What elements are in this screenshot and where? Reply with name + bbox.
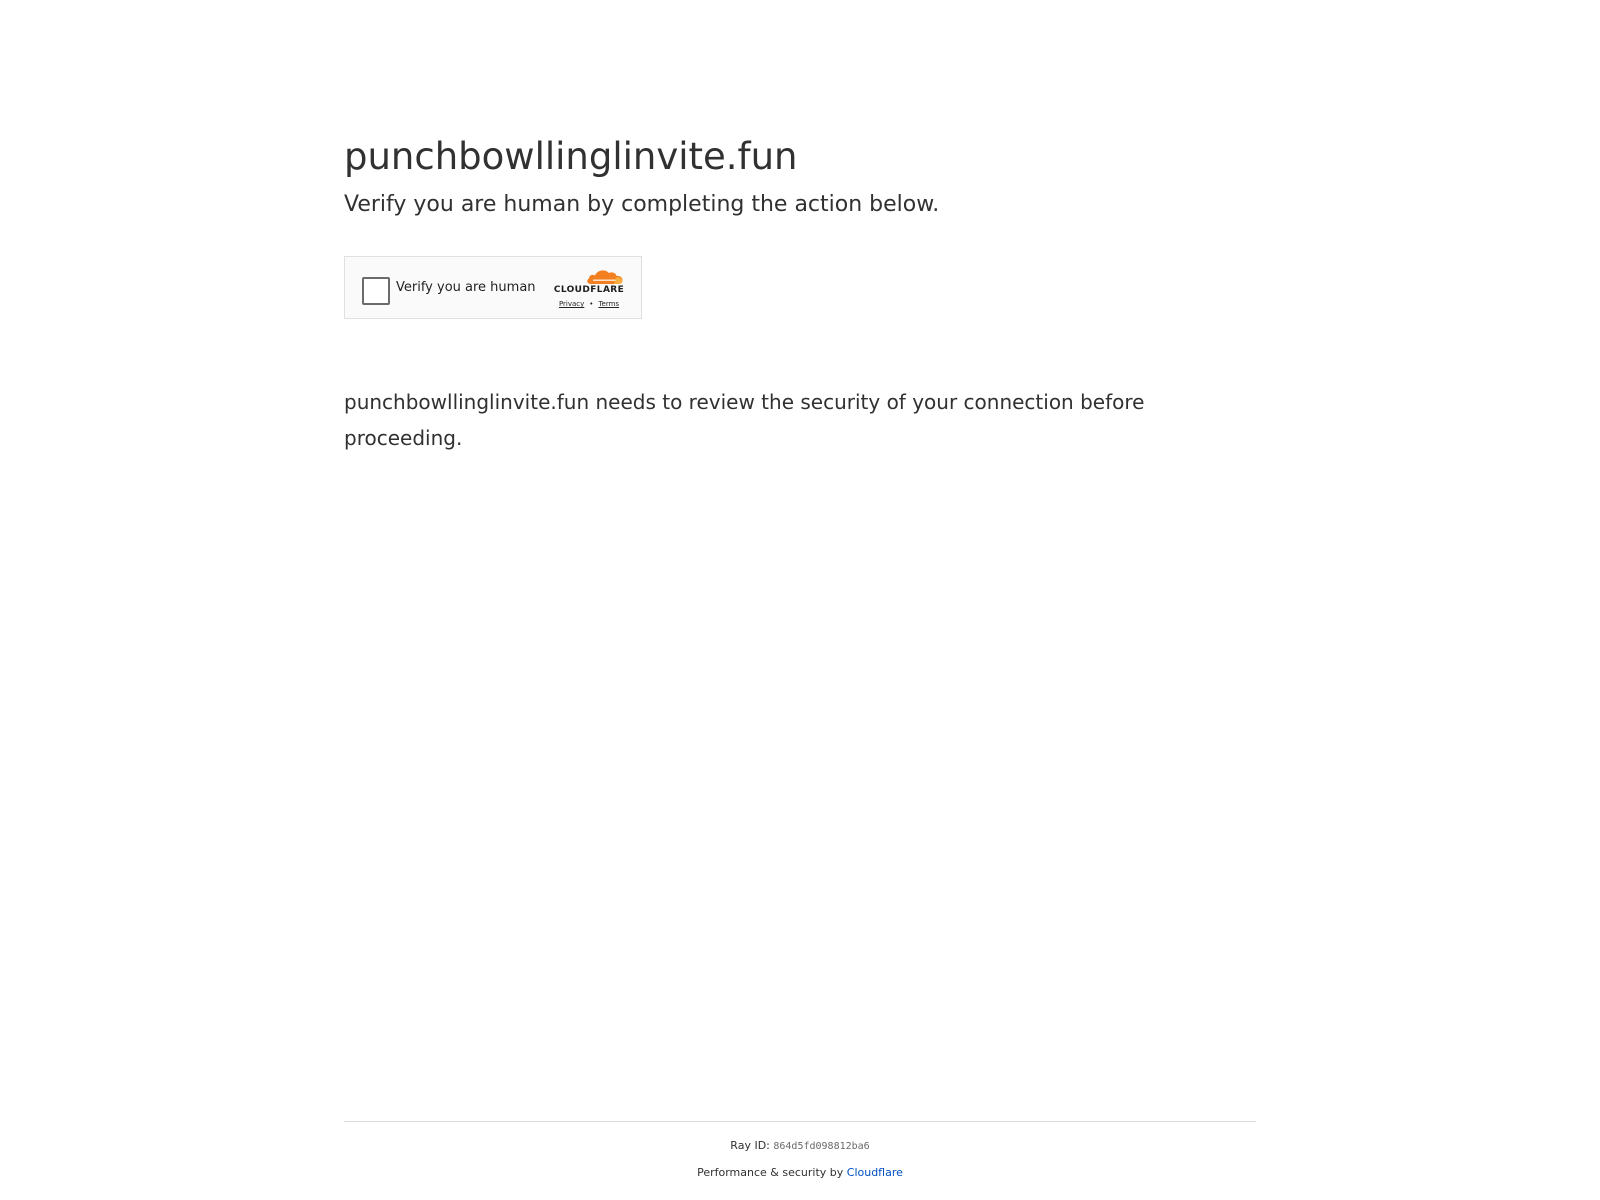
performance-text: Performance & security by: [697, 1166, 844, 1179]
performance-line: [344, 1165, 1256, 1181]
privacy-link[interactable]: Privacy: [558, 300, 585, 308]
cloudflare-wordmark: CLOUDFLARE: [553, 285, 625, 295]
verify-label[interactable]: Verify you are human: [396, 280, 536, 295]
security-message: punchbowllinglinvite.fun needs to review the security of your connection before proceeding.: [344, 390, 1145, 450]
page-subtitle: Verify you are human by completing the action below.: [344, 192, 940, 217]
cloudflare-cloud-icon: [585, 267, 625, 285]
page-title: punchbowllinglinvite.fun: [344, 135, 798, 178]
ray-id-line: [344, 1138, 1256, 1155]
link-separator: •: [589, 300, 594, 308]
terms-link[interactable]: Terms: [598, 300, 620, 308]
verify-checkbox[interactable]: [362, 277, 390, 305]
ray-id-value: 864d5fd098812ba6: [773, 1141, 870, 1152]
widget-links: [549, 299, 629, 309]
turnstile-widget: [344, 256, 642, 319]
footer: [344, 1121, 1256, 1181]
ray-id-label: Ray ID:: [730, 1139, 770, 1152]
cloudflare-link[interactable]: Cloudflare: [846, 1166, 903, 1179]
cloudflare-branding: [549, 267, 629, 313]
